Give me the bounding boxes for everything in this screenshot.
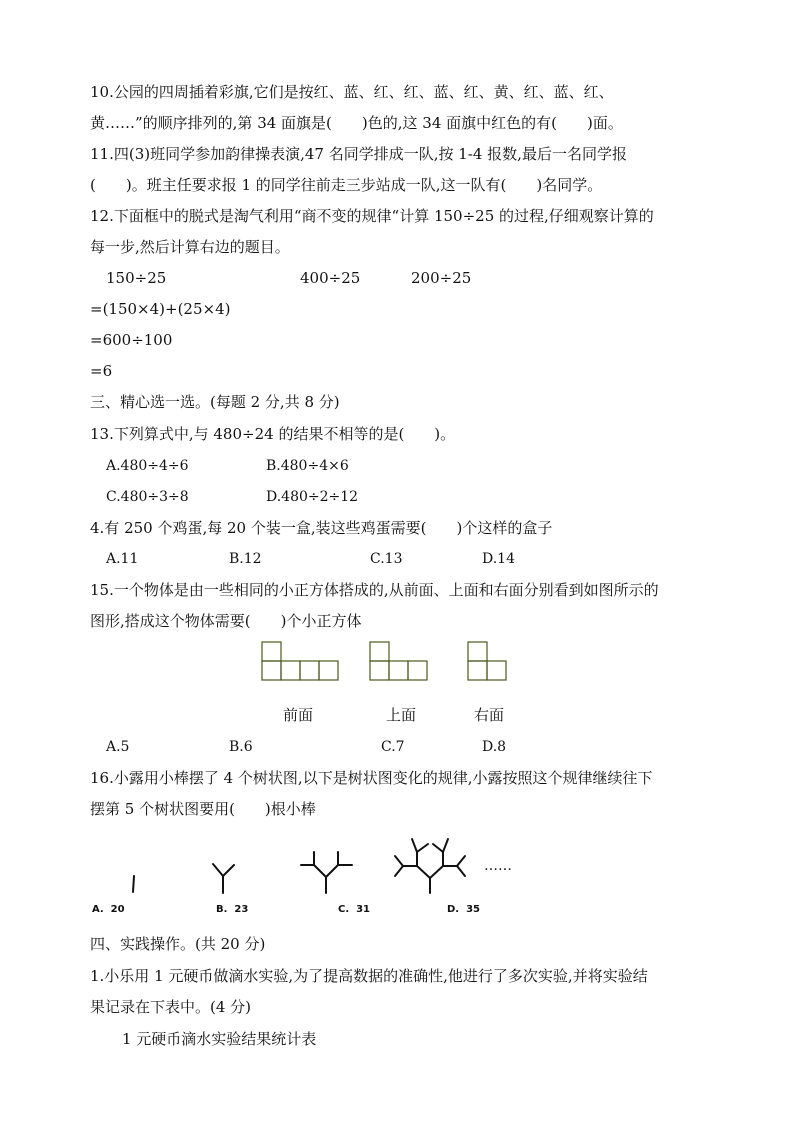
p1-line2: 果记录在下表中。(4 分) (90, 998, 252, 1016)
q16-option-d: D. 35 (447, 904, 480, 915)
q13-stem: 13.下列算式中,与 480÷24 的结果不相等的是( )。 (90, 425, 456, 443)
q12-expr-a: 400÷25 (300, 269, 361, 287)
q15-line2: 图形,搭成这个物体需要( )个小正方体 (90, 612, 362, 630)
q16-line1: 16.小露用小棒摆了 4 个树状图,以下是树状图变化的规律,小露按照这个规律继续往下 (90, 769, 653, 787)
q15-option-a: A.5 (106, 739, 130, 755)
q16-option-c: C. 31 (338, 904, 371, 915)
q16-option-b: B. 23 (216, 904, 249, 915)
q16-ellipsis: …… (484, 858, 512, 874)
front-view-grid (262, 642, 338, 680)
q16-option-a: A. 20 (92, 904, 125, 915)
q10-line1: 10.公园的四周插着彩旗,它们是按红、蓝、红、红、蓝、红、黄、红、蓝、红、 (90, 83, 614, 101)
q15-label-front: 前面 (283, 706, 314, 724)
q12-step3: =6 (90, 362, 113, 380)
q15-label-right: 右面 (474, 706, 505, 724)
q15-three-views-figure (255, 638, 515, 688)
tree-1 (133, 876, 134, 892)
q15-option-d: D.8 (482, 739, 507, 755)
q15-label-top: 上面 (386, 706, 417, 724)
q12-step1: =(150×4)+(25×4) (90, 300, 231, 318)
right-view-grid (468, 642, 506, 680)
p1-line1: 1.小乐用 1 元硬币做滴水实验,为了提高数据的准确性,他进行了多次实验,并将实验结 (90, 967, 648, 985)
q13-option-c: C.480÷3÷8 (106, 489, 189, 505)
section3-heading: 三、精心选一选。(每题 2 分,共 8 分) (90, 393, 340, 411)
q13-option-d: D.480÷2÷12 (266, 489, 359, 505)
q12-expr-main: 150÷25 (106, 269, 167, 287)
q14-option-d: D.14 (482, 551, 515, 567)
q15-option-c: C.7 (381, 739, 405, 755)
q12-step2: =600÷100 (90, 331, 173, 349)
q12-expr-b: 200÷25 (411, 269, 472, 287)
q15-option-b: B.6 (229, 739, 253, 755)
q14-option-b: B.12 (229, 551, 262, 567)
tree-4 (395, 839, 465, 893)
q12-line2: 每一步,然后计算右边的题目。 (90, 238, 290, 256)
q14-option-a: A.11 (106, 551, 139, 567)
tree-3 (301, 852, 352, 893)
q11-line1: 11.四(3)班同学参加韵律操表演,47 名同学排成一队,按 1-4 报数,最后一名同学报 (90, 145, 627, 163)
q16-line2: 摆第 5 个树状图要用( )根小棒 (90, 800, 316, 818)
q10-line2: 黄……”的顺序排列的,第 34 面旗是( )色的,这 34 面旗中红色的有( )面。 (90, 114, 623, 132)
q12-line1: 12.下面框中的脱式是淘气利用“商不变的规律“计算 150÷25 的过程,仔细观察计算的 (90, 207, 654, 225)
p1-table-title: 1 元硬币滴水实验结果统计表 (122, 1030, 317, 1048)
tree-2 (213, 864, 234, 893)
q13-option-a: A.480÷4÷6 (106, 458, 189, 474)
q15-line1: 15.一个物体是由一些相同的小正方体搭成的,从前面、上面和右面分别看到如图所示的 (90, 581, 659, 599)
section4-heading: 四、实践操作。(共 20 分) (90, 935, 266, 953)
q14-option-c: C.13 (370, 551, 403, 567)
top-view-grid (370, 642, 427, 680)
q16-tree-figures (90, 830, 520, 905)
q14-stem: 4.有 250 个鸡蛋,每 20 个装一盒,装这些鸡蛋需要( )个这样的盒子 (90, 519, 553, 537)
q11-line2: ( )。班主任要求报 1 的同学往前走三步站成一队,这一队有( )名同学。 (90, 176, 603, 194)
q13-option-b: B.480÷4×6 (266, 458, 349, 474)
